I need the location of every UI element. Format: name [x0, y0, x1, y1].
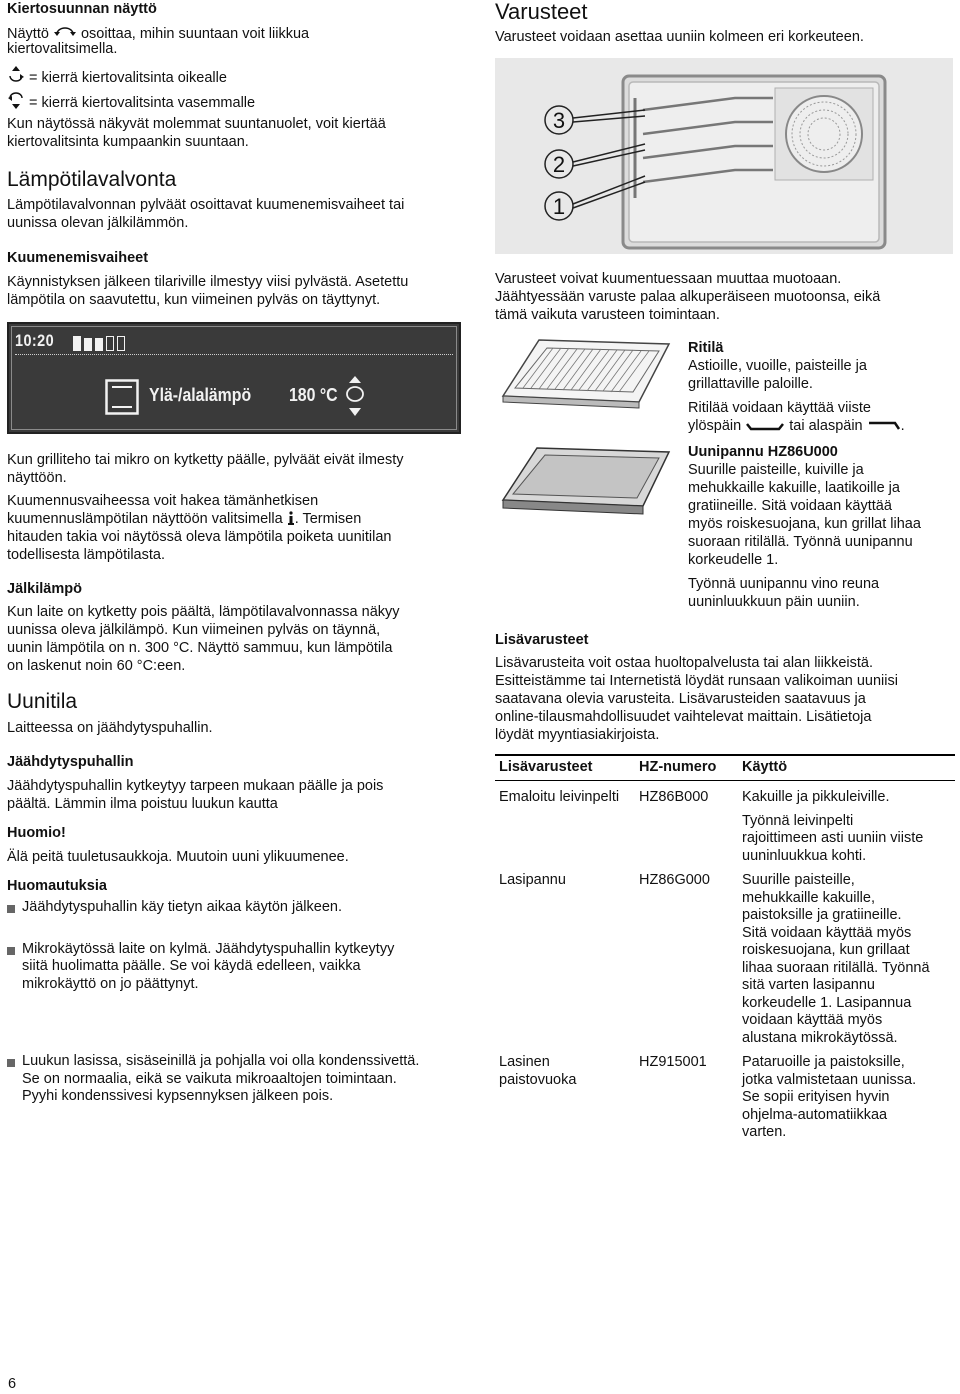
table-header-cell: Käyttö	[738, 755, 955, 781]
table-row	[495, 781, 955, 866]
table-cell-use: Kakuille ja pikkuleiville. Työnnä leivinpelti rajoittimeen asti uuniin viiste uuninluukkua kohti.	[742, 789, 924, 864]
oven-levels-illustration	[495, 58, 953, 254]
uunipannu-heading: Uunipannu HZ86U000	[688, 444, 838, 460]
uunipannu-para-line: Suurille paisteille, kuiville ja	[688, 462, 864, 478]
heat-bar-filled	[84, 338, 92, 351]
after-display-para2-l1: Kuumennusvaiheessa voit hakea tämänhetkisen	[7, 493, 319, 509]
huomio-heading: Huomio!	[7, 825, 66, 841]
display-rotate-icon	[343, 374, 367, 418]
after-display-para2-l4: todellisesta lämpötilasta.	[7, 547, 165, 563]
level-label: 2	[552, 152, 566, 177]
table-header-cell: Lisävarusteet	[495, 755, 635, 781]
uunitila-para: Laitteessa on jäähdytyspuhallin.	[7, 720, 213, 736]
lisavarusteet-para-line: Esitteistämme tai Internetistä löydät runsaan valikoiman uuniisi	[495, 673, 898, 689]
kuumenemis-para-l1: Käynnistyksen jälkeen tilariville ilmestyy viisi pylvästä. Asetettu	[7, 274, 409, 290]
kuumenemis-para-l2: lämpötila on saavutettu, kun viimeinen pylväs on täyttynyt.	[7, 292, 381, 308]
table-header-cell: HZ-numero	[635, 755, 738, 781]
heat-bar-empty	[106, 336, 114, 351]
baking-tray-illustration	[499, 444, 671, 520]
display-divider	[15, 354, 453, 355]
wire-rack-illustration	[499, 336, 671, 412]
lampotilavalvonta-heading: Lämpötilavalvonta	[7, 168, 177, 191]
rotate-right-line: = kierrä kiertovalitsinta oikealle	[7, 66, 227, 88]
display-temp: 180 °C	[289, 385, 338, 405]
varusteet-para: Varusteet voidaan asettaa uuniin kolmeen eri korkeuteen.	[495, 29, 864, 45]
uunipannu-para-line: gratiineille. Sitä voidaan käyttää	[688, 498, 892, 514]
kiertosuunta-line1: Näyttö osoittaa, mihin suuntaan voit liikkua	[7, 26, 310, 42]
table-row	[495, 1047, 955, 1142]
table-cell-name: Lasinen paistovuoka	[499, 1054, 577, 1088]
level-label: 1	[552, 194, 566, 219]
after-display-para1-l2: näyttöön.	[7, 470, 67, 486]
level-label: 3	[552, 108, 566, 133]
lisavarusteet-para-line: saatavana olevia varusteita. Lisävarusteiden saatavuus ja	[495, 691, 866, 707]
table-cell-code: HZ86G000	[639, 872, 710, 888]
uunipannu-para-line: mehukkaille kakuille, laatikoille ja	[688, 480, 900, 496]
lisavarusteet-para-line: online-tilausmahdollisuudet vaihtelevat maittain. Lisätietoja	[495, 709, 872, 725]
table-cell-code: HZ915001	[639, 1054, 707, 1070]
kiertosuunta-para-l1: Kun näytössä näkyvät molemmat suuntanuolet, voit kiertää	[7, 116, 386, 132]
heat-bar-filled	[73, 336, 81, 351]
table-cell-name: Lasipannu	[499, 872, 566, 888]
after-oven-l2: Jäähtyessään varuste palaa alkuperäiseen muotoonsa, eikä	[495, 289, 881, 305]
jaahdytyspuhallin-heading: Jäähdytyspuhallin	[7, 754, 134, 770]
ritila-para-l1: Astioille, vuoille, paisteille ja	[688, 358, 867, 374]
info-icon	[287, 511, 295, 525]
note-item: Jäähdytyspuhallin käy tietyn aikaa käytön jälkeen.	[7, 899, 467, 917]
table-header-row	[495, 755, 955, 781]
huomautuksia-heading: Huomautuksia	[7, 878, 107, 894]
lisavarusteet-para-line: löydät myyntiasiakirjoista.	[495, 727, 660, 743]
jalkilampo-para-l2: uunissa oleva jälkilämpö. Kun viimeinen pylväs on täynnä,	[7, 622, 381, 638]
table-cell-code: HZ86B000	[639, 789, 709, 805]
jaahdytys-para-l1: Jäähdytyspuhallin kytkeytyy tarpeen mukaan päälle ja pois	[7, 778, 384, 794]
rack-down-icon	[867, 420, 901, 432]
table-cell-use: Pataruoille ja paistoksille, jotka valmistetaan uunissa. Se sopii erityisen hyvin ohjelma-automatiikkaa varten.	[742, 1054, 917, 1140]
accessories-table	[495, 754, 955, 1142]
table-cell-name: Emaloitu leivinpelti	[499, 789, 620, 805]
jalkilampo-heading: Jälkilämpö	[7, 581, 82, 597]
jaahdytys-para-l2: päältä. Lämmin ilma poistuu luukun kautta	[7, 796, 278, 812]
rotate-left-line: = kierrä kiertovalitsinta vasemmalle	[7, 91, 255, 113]
uunipannu-para2-l1: Työnnä uunipannu vino reuna	[688, 576, 880, 592]
kiertosuunta-line1-cont: kiertovalitsimella.	[7, 41, 118, 57]
after-display-para2-l2: kuumennuslämpötilan näyttöön valitsimella . Termisen	[7, 511, 362, 527]
display-mode: Ylä-/alalämpö	[149, 385, 252, 405]
kiertosuunta-heading: Kiertosuunnan näyttö	[7, 1, 157, 17]
lampotila-para-l2: uunissa olevan jälkilämmön.	[7, 215, 189, 231]
uunipannu-para2-l2: uuninluukkuun päin uuniin.	[688, 594, 860, 610]
rotate-right-icon	[7, 66, 25, 84]
jalkilampo-para-l4: on laskenut noin 60 °C:een.	[7, 658, 186, 674]
after-display-para2-l3: hitauden takia voi näytössä oleva lämpötila poiketa uunitilan	[7, 529, 392, 545]
note-item: Luukun lasissa, sisäseinillä ja pohjalla voi olla kondenssivettä. Se on normaalia, eikä se vaikuta mikroaaltojen toimintaan. Pyyhi kondenssivesi kypsennyksen jälkeen pois.	[7, 1053, 467, 1106]
rotate-both-icon	[53, 24, 77, 40]
ritila-heading: Ritilä	[688, 340, 724, 356]
uunipannu-para-line: suoraan ritilällä. Työnnä uunipannu	[688, 534, 913, 550]
page-number: 6	[8, 1376, 17, 1392]
after-oven-l1: Varusteet voivat kuumentuessaan muuttaa muotoaan.	[495, 271, 842, 287]
rack-up-icon	[745, 420, 785, 432]
lisavarusteet-para-line: Lisävarusteita voit ostaa huoltopalvelusta tai alan liikkeistä.	[495, 655, 874, 671]
uunitila-heading: Uunitila	[7, 690, 78, 713]
ritila-para-l2: grillattaville paloille.	[688, 376, 813, 392]
after-display-para1-l1: Kun grilliteho tai mikro on kytketty päälle, pylväät eivät ilmesty	[7, 452, 404, 468]
after-oven-l3: tämä vaikuta varusteen toimintaan.	[495, 307, 720, 323]
lampotila-para-l1: Lämpötilavalvonnan pylväät osoittavat kuumenemisvaiheet tai	[7, 197, 405, 213]
kuumenemisvaiheet-heading: Kuumenemisvaiheet	[7, 250, 149, 266]
heat-bars	[73, 333, 128, 351]
note-item: Mikrokäytössä laite on kylmä. Jäähdytyspuhallin kytkeytyy siitä huolimatta päälle. Se voi käydä edelleen, vaikka mikrokäyttö on jo päättynyt.	[7, 941, 467, 994]
kiertosuunta-para-l2: kiertovalitsinta kumpaankin suuntaan.	[7, 134, 249, 150]
varusteet-heading: Varusteet	[495, 0, 588, 24]
ritila-para2-l1: Ritilää voidaan käyttää viiste	[688, 400, 871, 416]
lisavarusteet-heading: Lisävarusteet	[495, 632, 589, 648]
table-row	[495, 865, 955, 1047]
heat-bar-empty	[117, 336, 125, 351]
table-cell-use: Suurille paisteille, mehukkaille kakuille, paistoksille ja gratiineille. Sitä voidaan käyttää myös roiskesuojana, kun grillaat lihaa suoraan ritilällä. Työnnä sitä varten lasipannu korkeudelle 1. Lasipannua voidaan käyttää myös alustana mikrokäytössä.	[742, 872, 930, 1046]
top-bottom-heat-icon	[105, 379, 139, 415]
jalkilampo-para-l1: Kun laite on kytketty pois päältä, lämpötilavalvonnassa näkyy	[7, 604, 400, 620]
ritila-para2-l2: ylöspäin tai alaspäin .	[688, 418, 905, 434]
left-column	[7, 0, 467, 1104]
uunipannu-para-line: myös roiskesuojana, kun grillat lihaa	[688, 516, 921, 532]
heat-bar-filled	[95, 338, 103, 351]
jalkilampo-para-l3: uunin lämpötila on n. 300 °C. Näyttö sammuu, kun lämpötila	[7, 640, 393, 656]
oven-display	[7, 322, 461, 434]
uunipannu-para-line: korkeudelle 1.	[688, 552, 779, 568]
display-time: 10:20	[15, 331, 55, 350]
huomio-para: Älä peitä tuuletusaukkoja. Muutoin uuni ylikuumenee.	[7, 849, 349, 865]
rotate-left-icon	[7, 91, 25, 109]
